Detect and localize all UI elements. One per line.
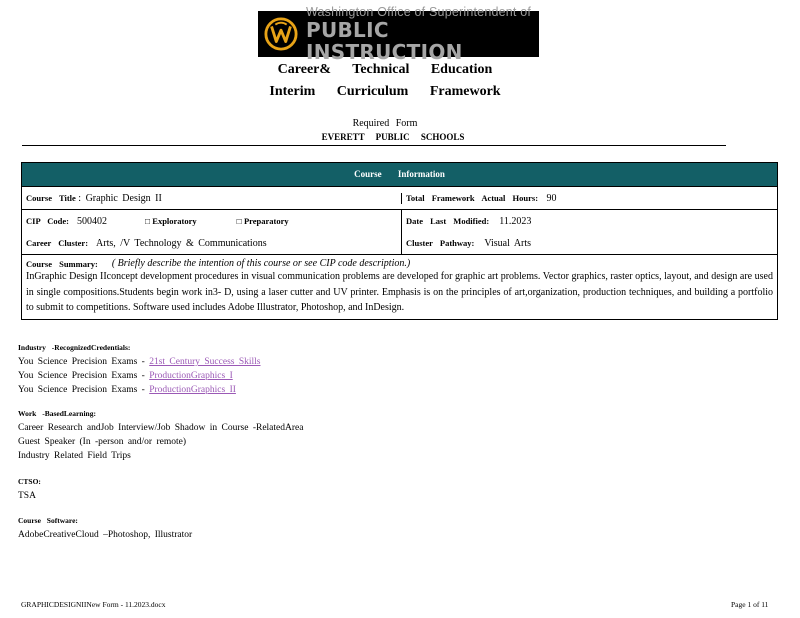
- credential-item: [18, 369, 261, 383]
- course-summary-hint: ( Briefly describe the intention of this course or see CIP code description.): [111, 258, 411, 269]
- credential-link[interactable]: ProductionGraphics I: [149, 371, 233, 381]
- date-modified-value: 11.2023: [499, 215, 532, 227]
- credentials-heading: Industry -RecognizedCredentials:: [18, 343, 131, 352]
- ctso-heading: CTSO:: [18, 477, 41, 486]
- logo-agency-title: PUBLIC INSTRUCTION: [306, 18, 463, 64]
- date-pathway-cell: [402, 210, 777, 254]
- hours-value: 90: [546, 192, 557, 204]
- credential-link[interactable]: 21st Century Success Skills: [149, 357, 261, 367]
- exploratory-checkbox[interactable]: □ Exploratory: [145, 216, 197, 226]
- date-modified-label: Date Last Modified:: [406, 216, 490, 226]
- cip-code-label: CIP Code:: [26, 216, 70, 226]
- course-title-row: [22, 186, 777, 209]
- document-title-line1: Career& Technical Education: [277, 62, 493, 77]
- credential-prefix: You Science Precision Exams -: [18, 371, 150, 381]
- software-heading: Course Software:: [18, 516, 78, 525]
- hours-label: Total Framework Actual Hours:: [406, 192, 539, 203]
- footer-page-number: Page 1 of 11: [731, 600, 769, 609]
- cip-code-value: 500402: [77, 215, 108, 227]
- ospi-logo: [258, 5, 539, 64]
- course-title-value: : Graphic Design II: [78, 192, 162, 204]
- course-summary-row: [22, 254, 777, 319]
- ctso-section: [18, 477, 41, 503]
- credential-prefix: You Science Precision Exams -: [18, 385, 150, 395]
- credential-item: [18, 355, 261, 369]
- work-based-item: Guest Speaker (In -person and/or remote): [18, 437, 187, 447]
- credential-item: [18, 383, 261, 397]
- required-form-label: Required Form: [352, 118, 418, 129]
- course-summary-text: InGraphic Design IIconcept development procedures in visual communication problems are developed for graphic art problems. Vector graphics, raster optics, layout, and design are used in single compositions.Students begin work in3- D, using a laser cutter and UV printer. Emphasis is on the principles of art,organization, production techniques, and building a portfolio to submit to competitions. Software used includes Adobe Illustrator, Photoshop, and InDesign.: [26, 271, 773, 313]
- work-based-learning-section: [18, 409, 303, 463]
- career-cluster-value: Arts, /V Technology & Communications: [96, 237, 267, 249]
- course-summary-label: Course Summary:: [26, 258, 98, 269]
- credentials-section: [18, 343, 261, 397]
- course-summary-cell: [22, 255, 777, 319]
- course-info-table: [21, 162, 778, 320]
- work-based-heading: Work -BasedLearning:: [18, 409, 96, 418]
- logo-agency-name: Washington Office of Superintendent of: [306, 5, 532, 19]
- cluster-pathway-value: Visual Arts: [484, 237, 532, 249]
- cip-cluster-left-cell: [22, 210, 402, 254]
- hours-cell: [402, 193, 777, 204]
- software-value: AdobeCreativeCloud –Photoshop, Illustrator: [18, 530, 193, 540]
- footer-filename: GRAPHICDESIGNIINew Form - 11.2023.docx: [21, 600, 166, 609]
- document-title-line2: Interim Curriculum Framework: [269, 84, 501, 99]
- ctso-value: TSA: [18, 491, 36, 501]
- cip-cluster-row: [22, 209, 777, 254]
- course-info-header: Course Information: [22, 163, 777, 186]
- career-cluster-label: Career Cluster:: [26, 238, 89, 248]
- ospi-emblem-icon: [264, 16, 298, 52]
- credential-prefix: You Science Precision Exams -: [18, 357, 150, 367]
- course-title-cell: [22, 193, 402, 204]
- preparatory-checkbox[interactable]: □ Preparatory: [236, 216, 289, 226]
- school-name: EVERETT PUBLIC SCHOOLS: [321, 132, 465, 142]
- cluster-pathway-label: Cluster Pathway:: [406, 238, 475, 248]
- exploratory-label: Exploratory: [152, 216, 197, 226]
- work-based-item: Career Research andJob Interview/Job Shadow in Course -RelatedArea: [18, 423, 304, 433]
- course-title-label: Course Title: [26, 192, 76, 203]
- software-section: [18, 516, 192, 542]
- preparatory-label: Preparatory: [243, 216, 289, 226]
- work-based-item: Industry Related Field Trips: [18, 451, 131, 461]
- credential-link[interactable]: ProductionGraphics II: [149, 385, 236, 395]
- header-divider: [22, 145, 726, 146]
